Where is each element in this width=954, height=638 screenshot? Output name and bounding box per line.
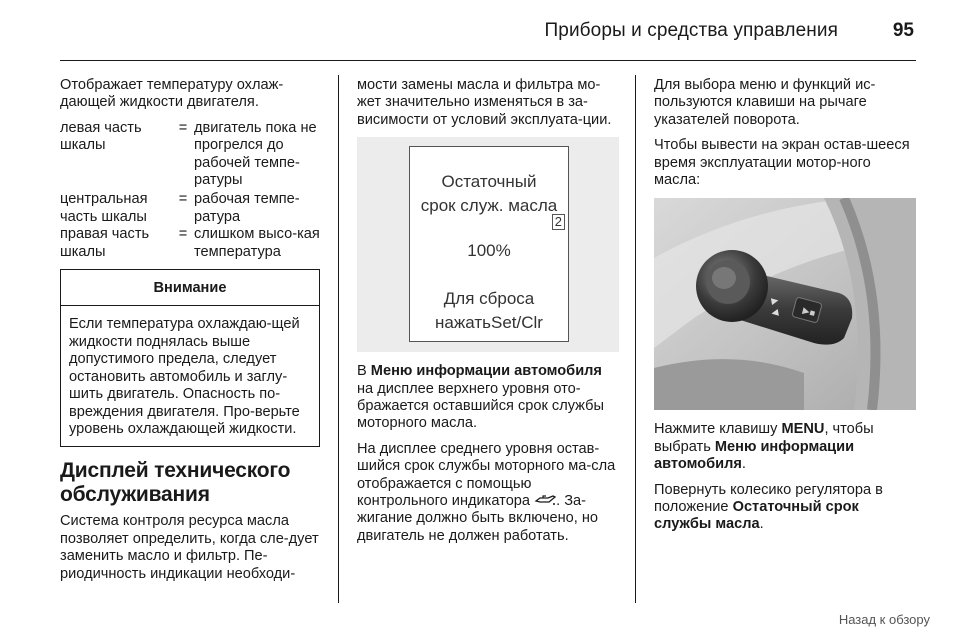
scale-part: центральная часть шкалы	[60, 191, 148, 225]
scale-sep: =	[178, 226, 188, 243]
menu-key-name: MENU	[781, 421, 825, 438]
page-number: 95	[892, 20, 914, 41]
text-run: В	[357, 363, 371, 380]
text-run: .	[759, 516, 764, 533]
svg-text:▶▪: ▶▪	[801, 306, 817, 320]
menu-name: Меню информации автомобиля	[370, 363, 602, 380]
svg-text:▲: ▲	[769, 297, 781, 306]
column-3	[654, 77, 916, 542]
scale-meaning: двигатель пока не прогрелся до рабочей темпе-ратуры	[194, 119, 317, 189]
text-run: на дисплее верхнего уровня ото-бражается оставшийся срок службы моторного масла.	[357, 380, 604, 432]
scale-meaning: слишком высо-кая температура	[194, 226, 320, 260]
table-row	[60, 189, 322, 226]
column-divider	[635, 75, 636, 603]
scale-sep: =	[178, 119, 188, 136]
info-display-screen	[409, 146, 569, 342]
column-divider	[338, 75, 339, 603]
text-run: . За-жигание должно быть включено, но двигатель не должен работать.	[357, 493, 599, 544]
display-line: Остаточный	[441, 172, 537, 192]
text-run: Нажмите клавишу	[654, 421, 782, 438]
text-run: На дисплее среднего уровня остав-шийся срок службы моторного ма-сла отображается с помощью контрольного индикатора	[357, 440, 616, 510]
warning-text: Если температура охлаждаю-щей жидкости поднялась выше допустимого предела, следует остановить автомобиль и заглу-шить двигатель. Опасность по-вреждения двигателя. Про-верьте уровень охлаждающей жидкости.	[69, 316, 300, 437]
paragraph: Для выбора меню и функций ис-пользуются клавиши на рычаге указателей поворота.	[654, 77, 876, 128]
paragraph	[654, 482, 916, 534]
scale-table	[60, 120, 322, 261]
paragraph	[357, 441, 621, 545]
text-run: .	[741, 456, 746, 473]
turn-signal-lever-photo	[654, 198, 916, 410]
page-title: Приборы и средства управления	[544, 20, 838, 41]
section-heading: Дисплей технического обслуживания	[60, 459, 291, 507]
display-line: нажатьSet/Clr	[435, 313, 543, 333]
scale-meaning: рабочая темпе-ратура	[194, 191, 300, 225]
function-name: Остаточный срок службы масла	[654, 499, 859, 533]
table-row	[60, 120, 322, 190]
display-line: Для сброса	[443, 289, 535, 309]
continued-paragraph: мости замены масла и фильтра мо-жет значительно изменяться в за-висимости от условий эксплуата-ции.	[357, 77, 612, 128]
paragraph	[654, 421, 916, 473]
header-divider	[60, 60, 916, 61]
paragraph: Чтобы вывести на экран остав-шееся время эксплуатации мотор-ного масла:	[654, 137, 910, 189]
display-illustration	[357, 137, 619, 352]
display-level-badge: 2	[552, 214, 565, 230]
oil-can-icon	[534, 494, 556, 506]
warning-box	[60, 269, 320, 447]
text-run: , чтобы выбрать	[654, 421, 874, 455]
scale-part: левая часть шкалы	[60, 119, 142, 154]
column-1	[60, 77, 322, 591]
svg-text:▼: ▼	[769, 309, 781, 318]
warning-title: Внимание	[61, 270, 319, 306]
text-run: Повернуть колесико регулятора в положение	[654, 481, 883, 516]
scale-part: правая часть шкалы	[60, 226, 150, 260]
section-paragraph: Система контроля ресурса масла позволяет определить, когда сле-дует заменить масло и фильтр. Пе-риодичность индикации необходи-	[60, 513, 319, 582]
display-percent: 100%	[467, 241, 511, 261]
column-2	[357, 77, 621, 553]
back-to-overview-link[interactable]: Назад к обзору	[838, 612, 930, 627]
menu-name: Меню информации автомобиля	[654, 438, 855, 473]
paragraph	[357, 363, 621, 433]
intro-paragraph: Отображает температуру охлаж-дающей жидкости двигателя.	[60, 77, 284, 111]
display-line: срок служ. масла	[420, 196, 558, 216]
table-row	[60, 226, 322, 261]
scale-sep: =	[178, 191, 188, 208]
